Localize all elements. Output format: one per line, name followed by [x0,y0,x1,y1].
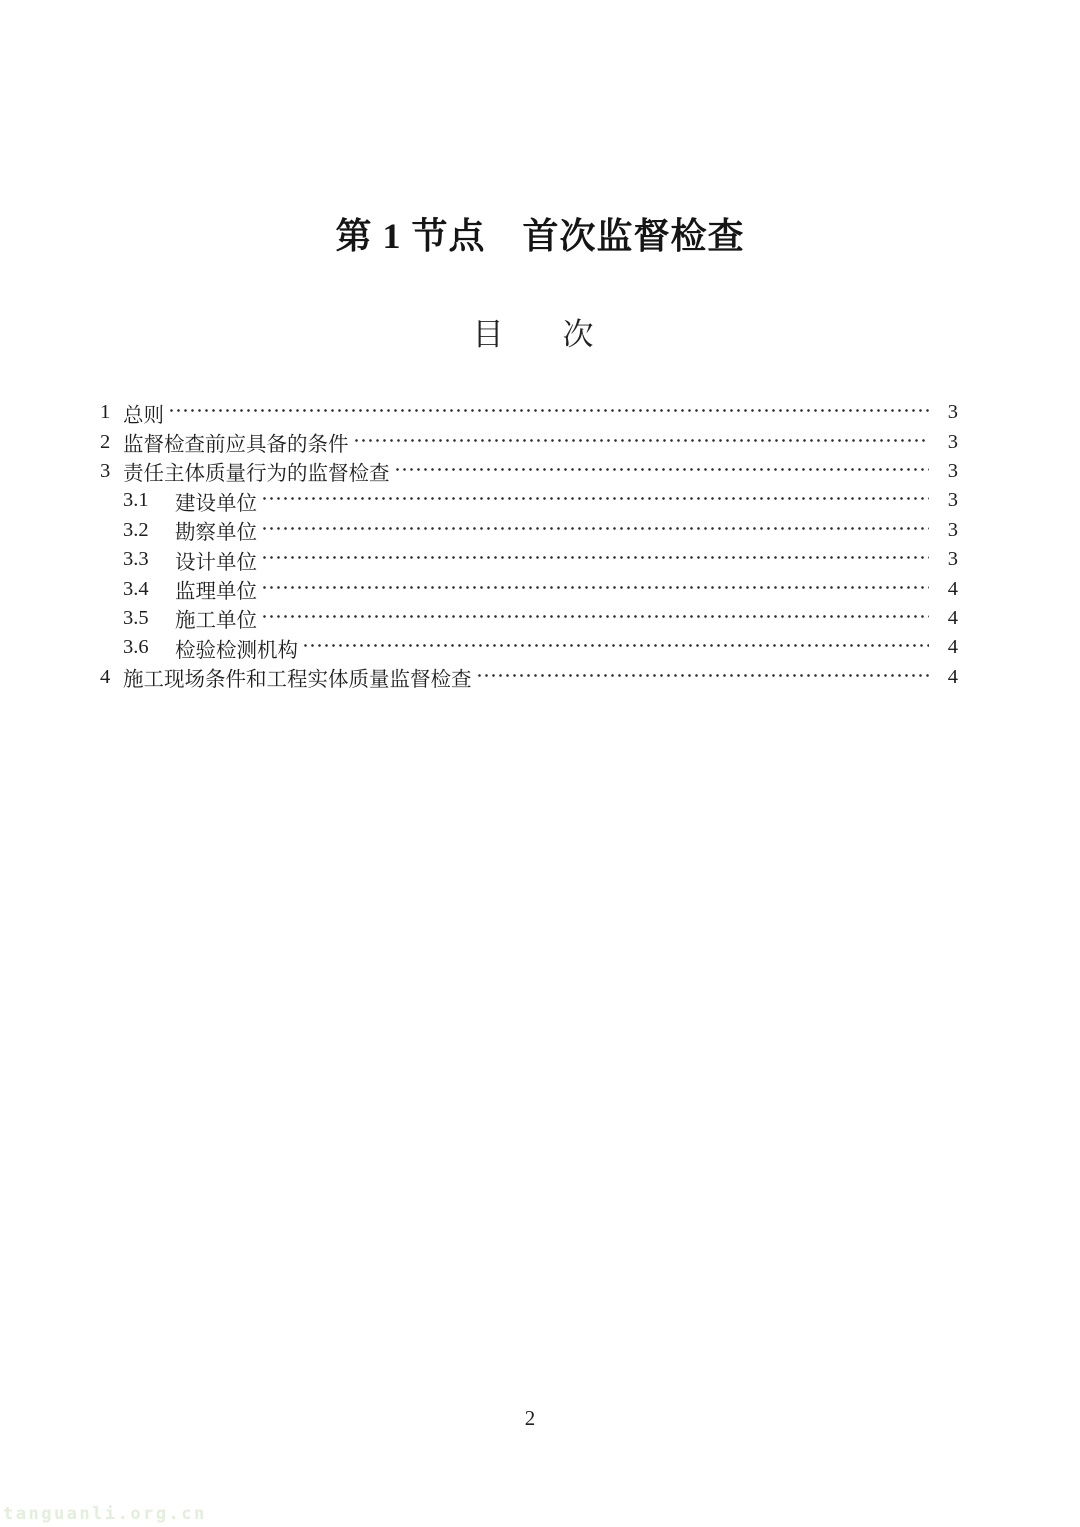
table-of-contents [100,398,958,692]
toc-leader-dots [261,545,929,574]
toc-leader-dots [168,398,929,427]
watermark-text: tanguanli.org.cn [3,1504,207,1524]
toc-entry-page: 3 [947,430,958,453]
toc-leader-dots [261,516,929,545]
toc-leader-dots [261,486,929,515]
toc-entry-label: 监督检查前应具备的条件 [123,434,349,457]
toc-entry-page: 3 [947,518,958,541]
toc-entry-number: 4 [100,665,111,688]
toc-entry-number: 2 [100,430,111,453]
toc-entry-label: 总则 [123,404,164,427]
toc-entry-number: 3.3 [123,548,149,571]
toc-entry [100,398,958,427]
toc-entry [100,663,958,692]
toc-leader-dots [353,427,930,456]
toc-entry-page: 4 [947,665,958,688]
toc-entry-label: 责任主体质量行为的监督检查 [123,463,390,486]
footer-page-number: 2 [524,1406,536,1430]
contents-heading: 目 次 [472,317,608,352]
toc-entry-number: 1 [100,401,111,424]
toc-leader-dots [302,633,929,662]
toc-entry-page: 4 [947,606,958,629]
toc-entry [100,604,958,633]
toc-entry [100,574,958,603]
toc-entry-page: 3 [947,489,958,512]
toc-entry-page: 3 [947,459,958,482]
toc-leader-dots [394,457,930,486]
toc-entry-number: 3 [100,459,111,482]
toc-entry-page: 3 [947,548,958,571]
toc-entry-label: 勘察单位 [175,522,257,545]
toc-leader-dots [261,604,929,633]
toc-entry-number: 3.6 [123,636,149,659]
toc-leader-dots [261,574,929,603]
toc-entry [100,633,958,662]
toc-entry [100,545,958,574]
toc-entry-label: 检验检测机构 [175,639,298,662]
toc-entry-number: 3.1 [123,489,149,512]
toc-entry-number: 3.2 [123,518,149,541]
toc-entry-number: 3.4 [123,577,149,600]
toc-entry-number: 3.5 [123,606,149,629]
toc-entry [100,486,958,515]
toc-entry-label: 建设单位 [175,492,257,515]
toc-entry [100,427,958,456]
toc-entry-label: 施工单位 [175,610,257,633]
toc-entry-label: 施工现场条件和工程实体质量监督检查 [123,669,472,692]
toc-leader-dots [476,663,930,692]
toc-entry-label: 监理单位 [175,581,257,604]
section-title: 第 1 节点 首次监督检查 [335,216,745,256]
toc-entry-page: 4 [947,577,958,600]
toc-entry [100,457,958,486]
toc-entry-page: 4 [947,636,958,659]
toc-entry-page: 3 [947,401,958,424]
toc-entry-label: 设计单位 [175,551,257,574]
toc-entry [100,516,958,545]
